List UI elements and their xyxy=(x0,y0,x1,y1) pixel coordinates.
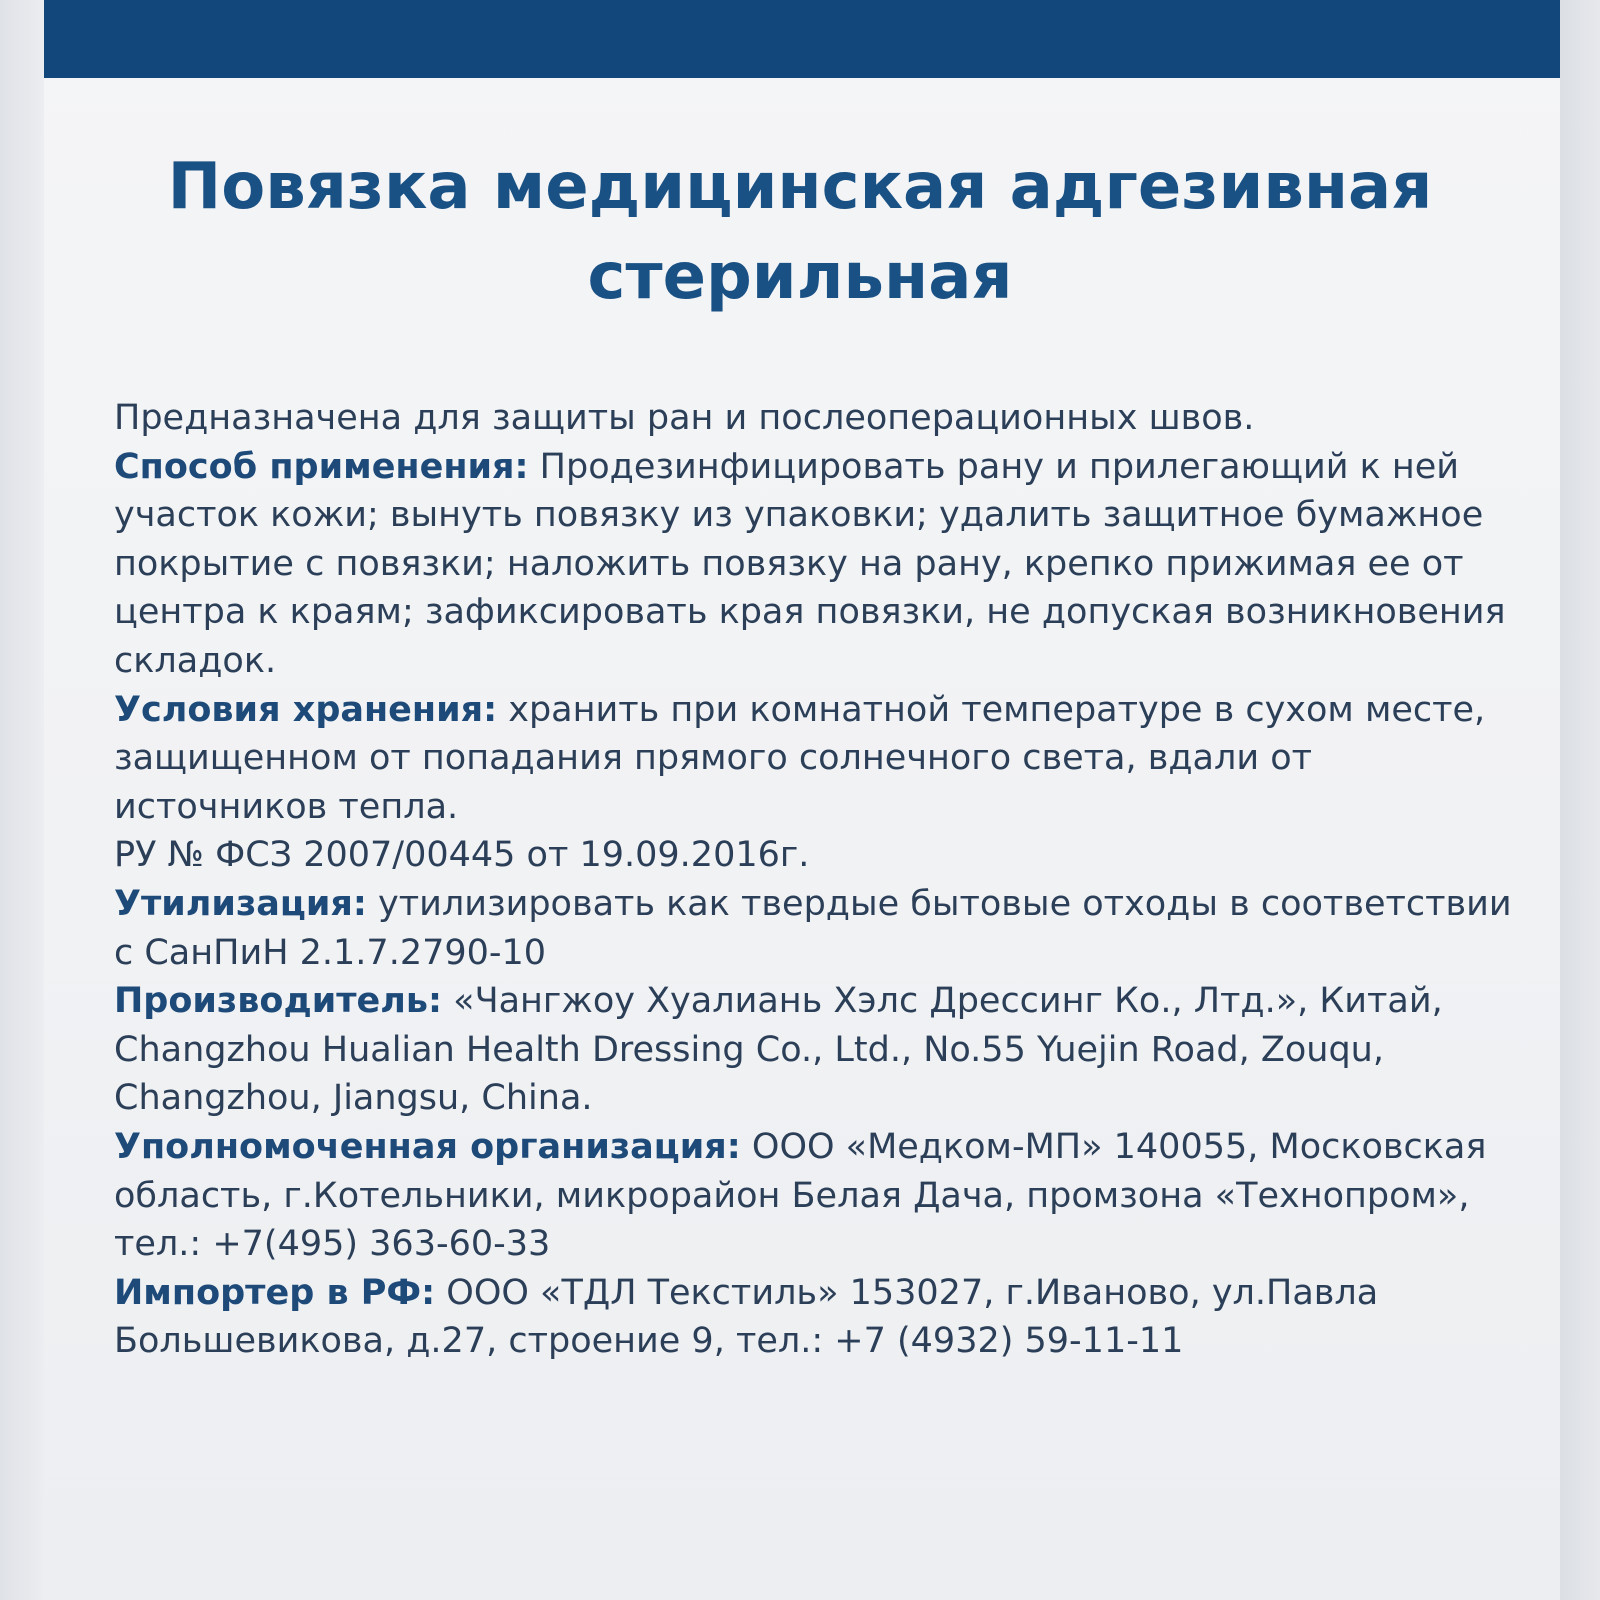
authorized-label: Уполномоченная организация: xyxy=(114,1126,741,1167)
importer-paragraph xyxy=(114,1269,1534,1366)
storage-label: Условия хранения: xyxy=(114,689,498,730)
manufacturer-paragraph xyxy=(114,977,1534,1123)
disposal-label: Утилизация: xyxy=(114,883,367,924)
storage-paragraph xyxy=(114,686,1534,832)
importer-label: Импортер в РФ: xyxy=(114,1272,436,1313)
application-text: Продезинфицировать рану и прилегающий к ней участок кожи; вынуть повязку из упаковки; удалить защитное бумажное покрытие с повязки; наложить повязку на рану, крепко прижимая ее от центра к краям; зафиксировать края повязки, не допуская возникновения складок. xyxy=(114,446,1506,681)
product-title xyxy=(60,142,1540,322)
manufacturer-text: «Чангжоу Хуалиань Хэлс Дрессинг Ко., Лтд.», Китай, Changzhou Hualian Health Dressing Co., Ltd., No.55 Yuejin Road, Zouqu, Changzhou, Jiangsu, China. xyxy=(114,981,1443,1119)
authorized-text: ООО «Медком-МП» 140055, Московская область, г.Котельники, микрорайон Белая Дача, промзона «Технопром», тел.: +7(495) 363-60-33 xyxy=(114,1126,1487,1265)
product-title-line-2: стерильная xyxy=(587,240,1013,314)
application-label: Способ применения: xyxy=(114,446,529,487)
disposal-text: утилизировать как твердые бытовые отходы в соответствии с СанПиН 2.1.7.2790-10 xyxy=(114,883,1512,973)
purpose-text: Предназначена для защиты ран и послеоперационных швов. xyxy=(114,398,1255,438)
product-title-line-1: Повязка медицинская адгезивная xyxy=(167,150,1433,224)
application-paragraph xyxy=(114,443,1534,686)
authorized-paragraph xyxy=(114,1123,1534,1269)
disposal-paragraph xyxy=(114,880,1534,977)
instructions-block xyxy=(114,394,1534,1366)
manufacturer-label: Производитель: xyxy=(114,981,443,1022)
storage-text: хранить при комнатной температуре в сухом месте, защищенном от попадания прямого солнечного света, вдали от источников тепла. xyxy=(114,689,1486,827)
top-color-band xyxy=(44,0,1560,78)
registration-text: РУ № ФСЗ 2007/00445 от 19.09.2016г. xyxy=(114,835,810,876)
package-edge xyxy=(1560,0,1600,1600)
importer-text: ООО «ТДЛ Текстиль» 153027, г.Иваново, ул.Павла Большевикова, д.27, строение 9, тел.: +7 (4932) 59-11-11 xyxy=(114,1272,1379,1362)
